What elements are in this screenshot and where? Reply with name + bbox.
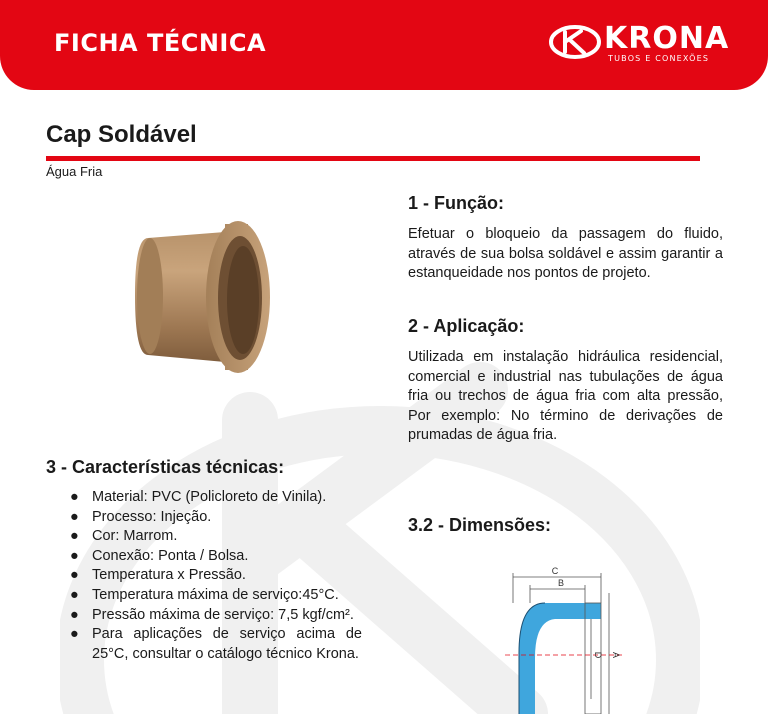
krona-logo	[548, 20, 738, 64]
dimension-label-c: C	[551, 566, 559, 576]
list-item: ● Processo: Injeção.	[70, 508, 212, 525]
dimension-diagram	[505, 563, 625, 714]
product-subtitle: Água Fria	[46, 164, 103, 179]
dimension-label-d: D	[593, 651, 603, 659]
section-body-funcao: Efetuar o bloqueio da passagem do fluido, através de sua bolsa soldável e assim garantir a estanqueidade nos pontos de projeto.	[408, 226, 723, 282]
section-body-aplicacao: Utilizada em instalação hidráulica residencial, comercial e industrial nas tubulações de água fria ou trechos de água fria com alta pressão, Por exemplo: No término de derivações de prumadas de água fria.	[408, 349, 723, 444]
product-title: Cap Soldável	[46, 121, 197, 148]
product-image	[130, 210, 275, 380]
list-item: ● Temperatura máxima de serviço:45°C.	[70, 586, 339, 603]
title-divider	[46, 156, 700, 161]
list-item: ● Cor: Marrom.	[70, 528, 178, 545]
list-item: ● Conexão: Ponta / Bolsa.	[70, 547, 249, 564]
brand-name: KRONA	[604, 21, 730, 56]
document-type-title: FICHA TÉCNICA	[54, 29, 267, 57]
krona-emblem-icon	[548, 24, 602, 60]
section-heading-aplicacao: 2 - Aplicação:	[408, 316, 525, 336]
dimension-label-b: B	[557, 578, 565, 588]
section-heading-funcao: 1 - Função:	[408, 193, 505, 213]
section-heading-caracteristicas: 3 - Características técnicas:	[46, 457, 285, 477]
list-item: ● Temperatura x Pressão.	[70, 567, 246, 584]
dimension-label-a: A	[611, 651, 621, 659]
brand-tagline: TUBOS E CONEXÕES	[608, 54, 710, 63]
characteristics-list	[70, 488, 362, 664]
section-heading-dimensoes: 3.2 - Dimensões:	[408, 515, 552, 535]
list-item: ● Material: PVC (Policloreto de Vinila).	[70, 489, 327, 505]
list-item: ● Para aplicações de serviço acima de 25°C, consultar o catálogo técnico Krona.	[70, 626, 362, 662]
header-banner	[0, 0, 768, 90]
list-item: ● Pressão máxima de serviço: 7,5 kgf/cm².	[70, 606, 354, 623]
